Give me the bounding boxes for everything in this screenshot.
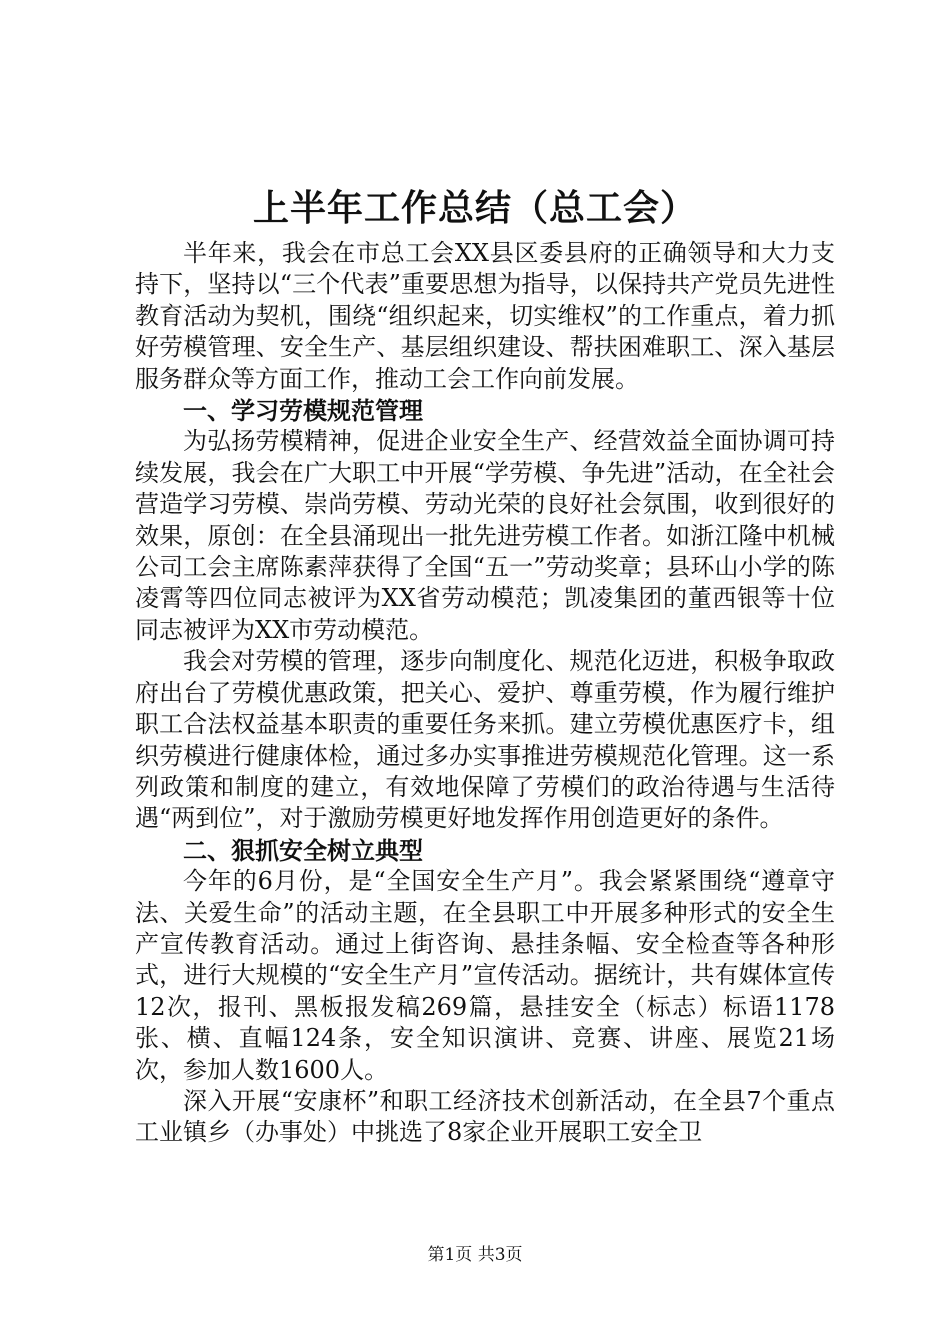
section2-paragraph-2: 深入开展“安康杯”和职工经济技术创新活动，在全县7个重点工业镇乡（办事处）中挑选了8家企业开展职工安全卫 [135, 1086, 835, 1147]
section-heading-2: 二、狠抓安全树立典型 [183, 835, 423, 865]
section-heading-1: 一、学习劳模规范管理 [183, 396, 423, 426]
intro-paragraph: 半年来，我会在市总工会XX县区委县府的正确领导和大力支持下，坚持以“三个代表”重要思想为指导，以保持共产党员先进性教育活动为契机，围绕“组织起来，切实维权”的工作重点，着力抓好劳模管理、安全生产、基层组织建设、帮扶困难职工、深入基层服务群众等方面工作，推动工会工作向前发展。 [135, 239, 835, 393]
page-footer: 第1页 共3页 [427, 1245, 523, 1265]
page-title: 上半年工作总结（总工会） [252, 187, 697, 229]
section1-paragraph-1: 为弘扬劳模精神，促进企业安全生产、经营效益全面协调可持续发展，我会在广大职工中开展“学劳模、争先进”活动，在全社会营造学习劳模、崇尚劳模、劳动光荣的良好社会氛围，收到很好的效果，原创：在全县涌现出一批先进劳模工作者。如浙江隆中机械公司工会主席陈素萍获得了全国“五一”劳动奖章；县环山小学的陈凌霄等四位同志被评为XX省劳动模范；凯凌集团的董西银等十位同志被评为XX市劳动模范。 [135, 427, 835, 644]
section2-paragraph-1: 今年的6月份，是“全国安全生产月”。我会紧紧围绕“遵章守法、关爱生命”的活动主题，在全县职工中开展多种形式的安全生产宣传教育活动。通过上街咨询、悬挂条幅、安全检查等各种形式，进行大规模的“安全生产月”宣传活动。据统计，共有媒体宣传12次，报刊、黑板报发稿269篇，悬挂安全（标志）标语1178张、横、直幅124条，安全知识演讲、竞赛、讲座、展览21场次，参加人数1600人。 [135, 867, 835, 1084]
section1-paragraph-2: 我会对劳模的管理，逐步向制度化、规范化迈进，积极争取政府出台了劳模优惠政策，把关心、爱护、尊重劳模，作为履行维护职工合法权益基本职责的重要任务来抓。建立劳模优惠医疗卡，组织劳模进行健康体检，通过多办实事推进劳模规范化管理。这一系列政策和制度的建立，有效地保障了劳模们的政治待遇与生活待遇“两到位”，对于激励劳模更好地发挥作用创造更好的条件。 [135, 647, 835, 833]
document-body [135, 238, 835, 1149]
